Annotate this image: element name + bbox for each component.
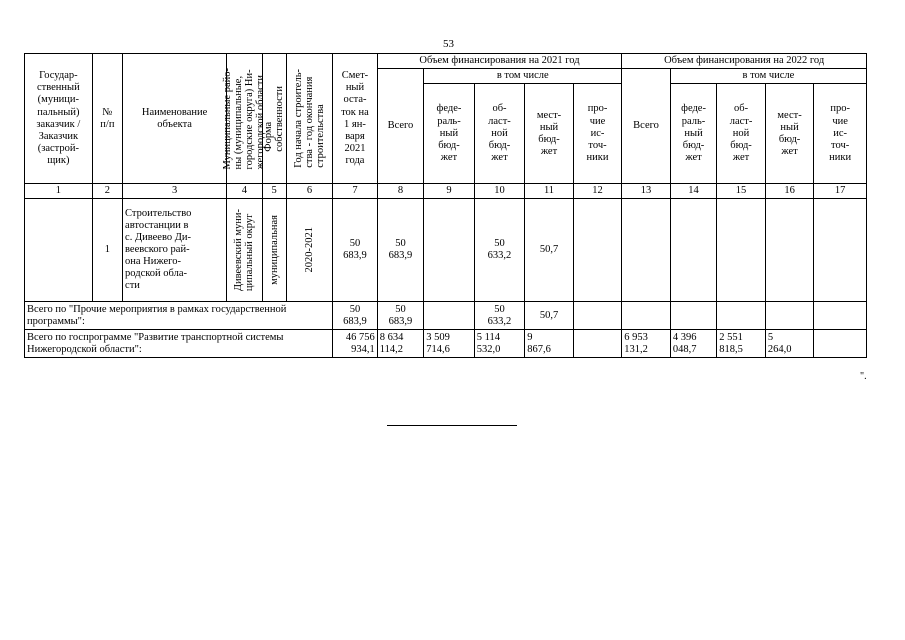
header-local-2021: мест- ный бюд- жет bbox=[525, 84, 574, 184]
subtotal-other-2022 bbox=[814, 302, 867, 330]
col-number: 1 bbox=[25, 184, 93, 199]
row1-local-2022 bbox=[765, 199, 814, 302]
subtotal-total-2022 bbox=[622, 302, 671, 330]
col-number: 9 bbox=[424, 184, 475, 199]
grand-total-label: Всего по госпрограмме "Развитие транспортной системы Нижегородской области": bbox=[25, 330, 333, 358]
grand-total-estimate: 46 756 934,1 bbox=[333, 330, 377, 358]
col-number: 7 bbox=[333, 184, 377, 199]
header-fin-2021: Объем финансирования на 2021 год bbox=[377, 54, 622, 69]
header-num: № п/п bbox=[92, 54, 122, 184]
header-incl-2021: в том числе bbox=[424, 69, 622, 84]
subtotal-other-2021 bbox=[573, 302, 622, 330]
subtotal-local-2022 bbox=[765, 302, 814, 330]
header-incl-2022: в том числе bbox=[670, 69, 866, 84]
financing-table bbox=[24, 53, 867, 358]
grand-total-local-2021: 9 867,6 bbox=[525, 330, 574, 358]
subtotal-federal-2022 bbox=[670, 302, 716, 330]
row1-total-2022 bbox=[622, 199, 671, 302]
col-number: 4 bbox=[227, 184, 262, 199]
subtotal-local-2021: 50,7 bbox=[525, 302, 574, 330]
header-total-2022: Всего bbox=[622, 69, 671, 184]
col-number: 17 bbox=[814, 184, 867, 199]
col-number: 8 bbox=[377, 184, 423, 199]
row1-federal-2022 bbox=[670, 199, 716, 302]
row1-federal-2021 bbox=[424, 199, 475, 302]
col-number: 2 bbox=[92, 184, 122, 199]
grand-total-other-2021 bbox=[573, 330, 622, 358]
table-row bbox=[25, 330, 867, 358]
grand-total-federal-2022: 4 396 048,7 bbox=[670, 330, 716, 358]
row1-district: Дивеевский муни- ципальный округ bbox=[227, 199, 262, 302]
col-number: 15 bbox=[717, 184, 766, 199]
row1-num: 1 bbox=[92, 199, 122, 302]
row1-local-2021: 50,7 bbox=[525, 199, 574, 302]
subtotal-estimate: 50 683,9 bbox=[333, 302, 377, 330]
header-other-2021: про- чие ис- точ- ники bbox=[573, 84, 622, 184]
table-row bbox=[25, 302, 867, 330]
grand-total-other-2022 bbox=[814, 330, 867, 358]
grand-total-local-2022: 5 264,0 bbox=[765, 330, 814, 358]
header-federal-2022: феде- раль- ный бюд- жет bbox=[670, 84, 716, 184]
grand-total-regional-2022: 2 551 818,5 bbox=[717, 330, 766, 358]
grand-total-total-2022: 6 953 131,2 bbox=[622, 330, 671, 358]
footer-separator-line bbox=[387, 425, 517, 426]
subtotal-total-2021: 50 683,9 bbox=[377, 302, 423, 330]
header-fin-2022: Объем финансирования на 2022 год bbox=[622, 54, 867, 69]
subtotal-label: Всего по "Прочие мероприятия в рамках государственной программы": bbox=[25, 302, 333, 330]
col-number: 12 bbox=[573, 184, 622, 199]
grand-total-total-2021: 8 634 114,2 bbox=[377, 330, 423, 358]
header-local-2022: мест- ный бюд- жет bbox=[765, 84, 814, 184]
header-total-2021: Всего bbox=[377, 69, 423, 184]
col-number: 3 bbox=[123, 184, 227, 199]
col-number: 14 bbox=[670, 184, 716, 199]
header-regional-2022: об- ласт- ной бюд- жет bbox=[717, 84, 766, 184]
header-regional-2021: об- ласт- ной бюд- жет bbox=[474, 84, 525, 184]
header-federal-2021: феде- раль- ный бюд- жет bbox=[424, 84, 475, 184]
subtotal-federal-2021 bbox=[424, 302, 475, 330]
header-estimate: Смет- ный оста- ток на 1 ян- варя 2021 года bbox=[333, 54, 377, 184]
header-municipal-district: Муниципальные райо- ны (муниципальные, городские округа) Ни- жегородской области bbox=[227, 54, 262, 184]
header-ownership: Форма собственности bbox=[262, 54, 286, 184]
row1-regional-2021: 50 633,2 bbox=[474, 199, 525, 302]
col-number: 10 bbox=[474, 184, 525, 199]
table-row bbox=[25, 199, 867, 302]
header-customer: Государ- ственный (муници- пальный) заказчик / Заказчик (застрой- щик) bbox=[25, 54, 93, 184]
row1-customer bbox=[25, 199, 93, 302]
header-years: Год начала строитель- ства - год окончания строительства bbox=[286, 54, 332, 184]
col-number: 16 bbox=[765, 184, 814, 199]
grand-total-federal-2021: 3 509 714,6 bbox=[424, 330, 475, 358]
col-number: 11 bbox=[525, 184, 574, 199]
row1-total-2021: 50 683,9 bbox=[377, 199, 423, 302]
page-number: 53 bbox=[443, 38, 454, 50]
subtotal-regional-2022 bbox=[717, 302, 766, 330]
col-number: 13 bbox=[622, 184, 671, 199]
col-number: 6 bbox=[286, 184, 332, 199]
header-other-2022: про- чие ис- точ- ники bbox=[814, 84, 867, 184]
subtotal-regional-2021: 50 633,2 bbox=[474, 302, 525, 330]
row1-regional-2022 bbox=[717, 199, 766, 302]
row1-ownership: муниципальная bbox=[262, 199, 286, 302]
row1-years: 2020-2021 bbox=[286, 199, 332, 302]
col-number: 5 bbox=[262, 184, 286, 199]
row1-other-2021 bbox=[573, 199, 622, 302]
row1-other-2022 bbox=[814, 199, 867, 302]
grand-total-regional-2021: 5 114 532,0 bbox=[474, 330, 525, 358]
row1-estimate: 50 683,9 bbox=[333, 199, 377, 302]
closing-quote-mark: ". bbox=[860, 371, 867, 382]
row1-object-name: Строительство автостанции в с. Дивеево Ди- веевского рай- она Нижего- родской обла- сти bbox=[123, 199, 227, 302]
header-object-name: Наименование объекта bbox=[123, 54, 227, 184]
